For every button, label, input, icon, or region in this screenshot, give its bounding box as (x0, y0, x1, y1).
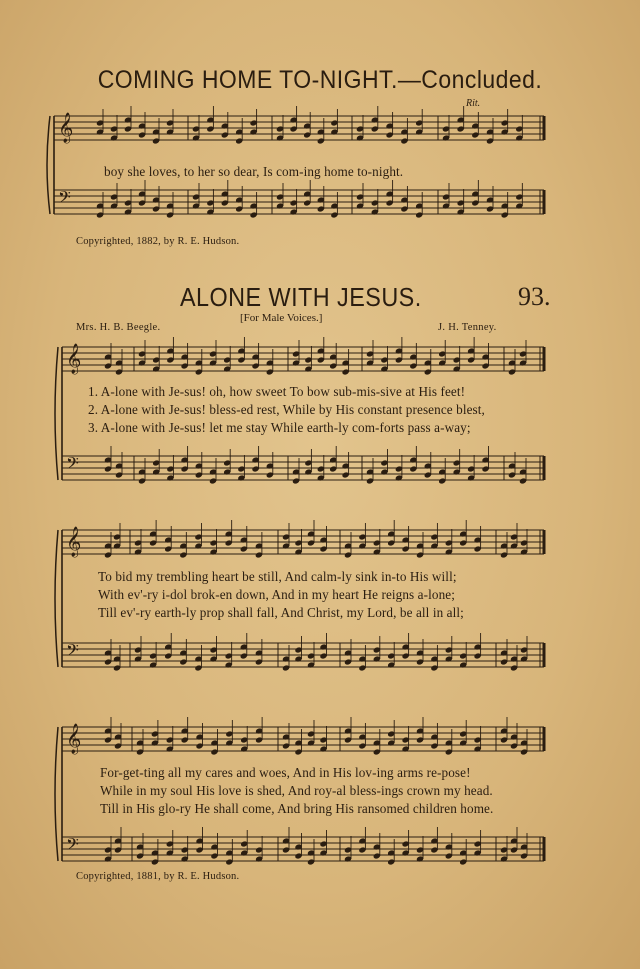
lyricist-credit: Mrs. H. B. Beegle. (76, 322, 161, 333)
verse-2-line-1: 2. A-lone with Je-sus! bless-ed rest, While by His constant presence blest, (88, 402, 485, 417)
copyright-1881: Copyrighted, 1881, by R. E. Hudson. (76, 871, 240, 882)
hymn-system-1-brace (55, 347, 58, 480)
verse-3-line-3: Till in His glo-ry He shall come, And bring His ransomed children home. (100, 801, 494, 816)
page-title-concluded: COMING HOME TO-NIGHT.—Concluded. (97, 66, 543, 94)
system-concluded-brace (47, 116, 50, 214)
copyright-1882: Copyrighted, 1882, by R. E. Hudson. (76, 236, 240, 247)
lyric-line-concluded: boy she loves, to her so dear, Is com-ing home to-night. (104, 164, 404, 179)
hymn-system-1-bass-clef: 𝄢 (66, 453, 79, 477)
ritardando-mark: Rit. (466, 98, 481, 109)
hymn-title: ALONE WITH JESUS. (180, 282, 422, 312)
hymn-system-1-treble-clef: 𝄞 (66, 344, 82, 374)
hymn-system-3-bass-clef: 𝄢 (66, 834, 79, 858)
verse-2-line-2: With ev'-ry i-dol brok-en down, And in my heart He reigns a-lone; (98, 587, 455, 602)
hymn-number: 93. (518, 282, 551, 311)
verse-1-line-1: 1. A-lone with Je-sus! oh, how sweet To bow sub-mis-sive at His feet! (88, 384, 466, 399)
system-concluded-bass-clef: 𝄢 (58, 187, 71, 211)
verse-3-line-1: 3. A-lone with Je-sus! let me stay While earth-ly com-forts pass a-way; (88, 420, 471, 435)
hymn-system-2-bass-clef: 𝄢 (66, 640, 79, 664)
hymn-subtitle: [For Male Voices.] (240, 312, 323, 324)
hymn-system-2-brace (55, 530, 58, 667)
hymn-system-3-brace (55, 727, 58, 861)
system-concluded-treble-clef: 𝄞 (58, 113, 74, 143)
verse-2-line-3: While in my soul His love is shed, And roy-al bless-ings crown my head. (100, 783, 493, 798)
verse-1-line-2: To bid my trembling heart be still, And calm-ly sink in-to His will; (98, 569, 457, 584)
hymn-system-2-treble-clef: 𝄞 (66, 527, 82, 557)
composer-credit: J. H. Tenney. (438, 322, 497, 333)
hymn-system-3-treble-clef: 𝄞 (66, 724, 82, 754)
verse-3-line-2: Till ev'-ry earth-ly prop shall fall, And Christ, my Lord, be all in all; (98, 605, 464, 620)
verse-1-line-3: For-get-ting all my cares and woes, And in His lov-ing arms re-pose! (100, 765, 471, 780)
